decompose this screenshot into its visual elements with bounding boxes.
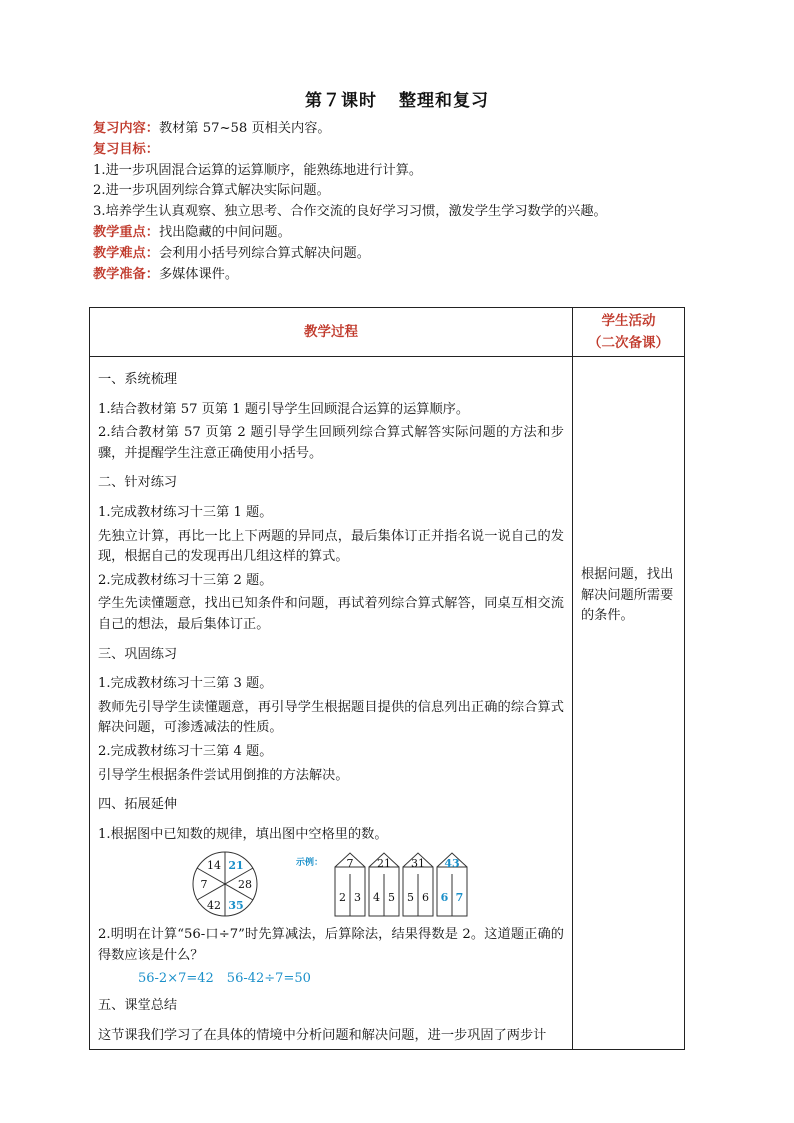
wheel-value: 28: [238, 878, 252, 892]
house-top: 43: [444, 857, 460, 871]
house-right: 5: [388, 891, 395, 905]
paragraph: 这节课我们学习了在具体的情境中分析问题和解决问题，进一步巩固了两步计: [98, 1027, 547, 1043]
paragraph: 引导学生根据条件尝试用倒推的方法解决。: [98, 767, 349, 783]
section-heading: 三、巩固练习: [98, 646, 178, 662]
pattern-figure-svg: [98, 851, 568, 919]
meta-goal-2: 2.进一步巩固列综合算式解决实际问题。: [93, 183, 330, 199]
house-top: 31: [411, 857, 425, 871]
section-heading: 五、课堂总结: [98, 998, 178, 1014]
meta-review-goals: 复习目标：: [93, 141, 159, 157]
paragraph: 2.完成教材练习十三第 2 题。: [98, 572, 273, 588]
meta-goal-3: 3.培养学生认真观察、独立思考、合作交流的良好学习习惯，激发学生学习数学的兴趣。: [93, 204, 607, 220]
house-left: 4: [373, 891, 380, 905]
meta-difficulty: 教学难点：会利用小括号列综合算式解决问题。: [93, 245, 370, 261]
paragraph: 2.结合教材第 57 页第 2 题引导学生回顾列综合算式解答实际问题的方法和步骤，并提醒学生注意正确使用小括号。: [98, 425, 564, 461]
house-right: 3: [354, 891, 361, 905]
paragraph: 1.结合教材第 57 页第 1 题引导学生回顾混合运算的运算顺序。: [98, 401, 470, 417]
paragraph: 1.完成教材练习十三第 3 题。: [98, 676, 273, 692]
number-wheel: [193, 852, 257, 916]
lesson-meta: [93, 119, 693, 285]
lesson-topic: 整理和复习: [399, 91, 489, 111]
house-4: [437, 853, 467, 916]
header-teaching-process: 教学过程: [90, 308, 573, 357]
student-activity-cell: [573, 357, 685, 1050]
paragraph: 1.根据图中已知数的规律，填出图中空格里的数。: [98, 826, 388, 842]
paragraph: 先独立计算，再比一比上下两题的异同点，最后集体订正并指名说一说自己的发现，根据自己的发现再出几组这样的算式。: [98, 528, 564, 565]
wheel-value: 7: [200, 878, 208, 892]
house-3: [403, 853, 433, 916]
house-left: 5: [407, 891, 414, 905]
house-left: 6: [440, 891, 449, 905]
lesson-number: 第７课时: [305, 91, 377, 111]
lesson-table: [89, 307, 685, 1050]
house-right: 7: [455, 891, 464, 905]
wheel-value: 14: [207, 859, 221, 873]
meta-review-content: 复习内容：教材第 57~58 页相关内容。: [93, 121, 331, 136]
wheel-value: 35: [228, 899, 244, 913]
house-top: 7: [346, 857, 354, 871]
answer-formula: 56-2×7=42 56-42÷7=50: [138, 971, 311, 987]
section-heading: 四、拓展延伸: [98, 797, 178, 813]
pattern-figure: [98, 851, 564, 919]
wheel-value: 21: [228, 859, 244, 873]
section-heading: 二、针对练习: [98, 475, 178, 491]
page-title: [0, 86, 794, 111]
meta-goal-1: 1.进一步巩固混合运算的运算顺序，能熟练地进行计算。: [93, 162, 423, 178]
side-note: 根据问题，找出解决问题所需要的条件。: [581, 567, 674, 624]
house-top: 21: [377, 857, 391, 871]
paragraph: 2.明明在计算“56-口÷7”时先算减法，后算除法，结果得数是 2。这道题正确的得数应该是什么？: [98, 927, 564, 963]
paragraph: 2.完成教材练习十三第 4 题。: [98, 743, 273, 759]
header-student-activity: 学生活动 （二次备课）: [573, 308, 685, 357]
house-2: [369, 853, 399, 916]
paragraph: 学生先读懂题意，找出已知条件和问题，再试着列综合算式解答，同桌互相交流自己的想法，最后集体订正。: [98, 596, 564, 632]
meta-preparation: 教学准备：多媒体课件。: [93, 266, 239, 282]
example-label: 示例：: [296, 858, 324, 869]
house-right: 6: [422, 891, 429, 905]
paragraph: 教师先引导学生读懂题意，再引导学生根据题目提供的信息列出正确的综合算式解决问题，可渗透减法的性质。: [98, 699, 564, 736]
wheel-value: 42: [207, 899, 221, 913]
house-1: [335, 853, 365, 916]
meta-key-point: 教学重点：找出隐藏的中间问题。: [93, 224, 291, 240]
paragraph: 1.完成教材练习十三第 1 题。: [98, 504, 273, 520]
house-left: 2: [339, 891, 346, 905]
section-heading: 一、系统梳理: [98, 372, 178, 387]
teaching-process-cell: [90, 357, 573, 1050]
